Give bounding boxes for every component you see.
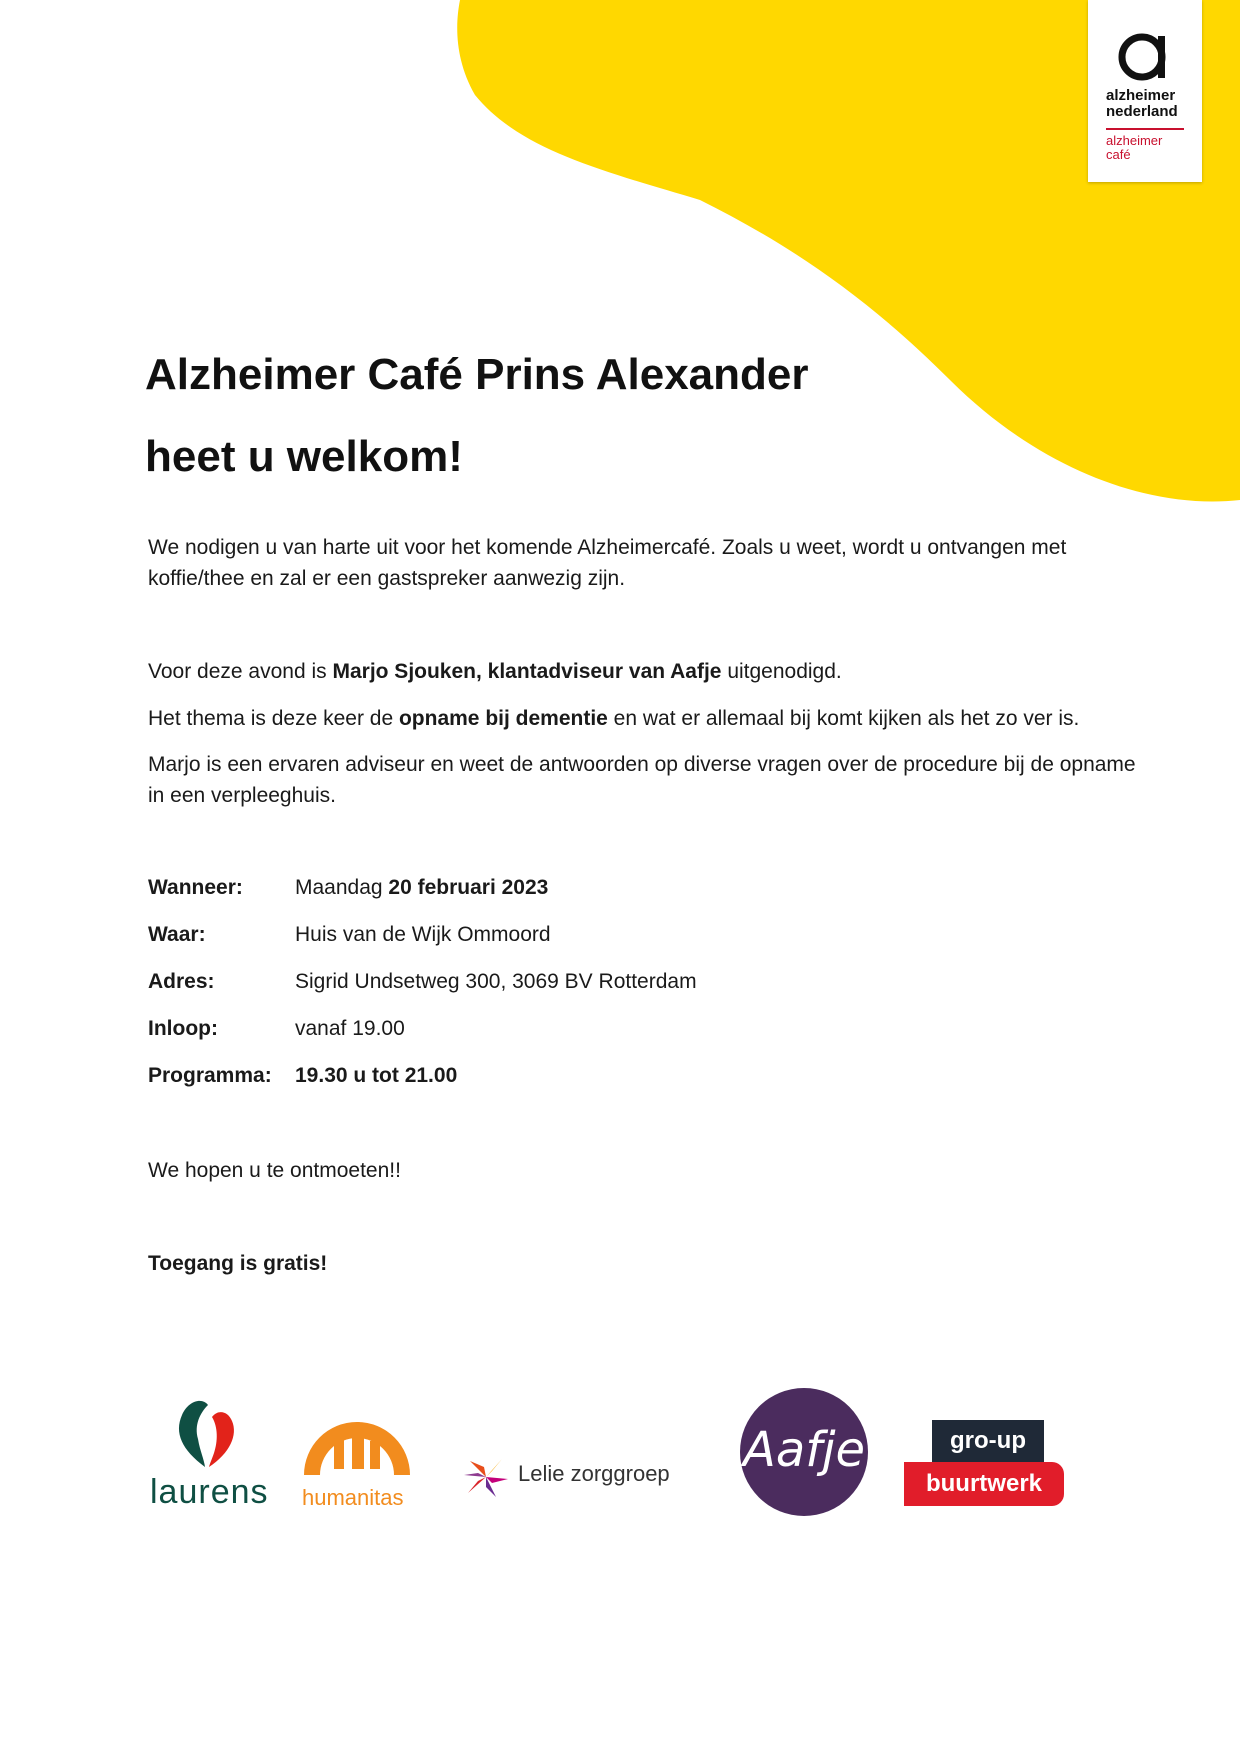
- logo-sub1: alzheimer: [1106, 133, 1163, 148]
- speaker-name: Marjo Sjouken, klantadviseur van Aafje: [332, 660, 722, 683]
- where-value: Huis van de Wijk Ommoord: [295, 923, 551, 946]
- buurtwerk-label: buurtwerk: [904, 1462, 1064, 1506]
- theme-post: en wat er allemaal bij komt kijken als het zo ver is.: [607, 707, 1080, 730]
- aafje-name: Aafje: [742, 1422, 865, 1478]
- speaker-post: uitgenodigd.: [721, 660, 842, 683]
- laurens-name: laurens: [150, 1473, 269, 1511]
- lelie-name: Lelie zorggroep: [518, 1461, 670, 1486]
- alzheimer-a-logo-icon: [1118, 30, 1172, 82]
- alzheimer-nederland-logo: [1088, 0, 1202, 182]
- theme-paragraph: [148, 703, 1138, 734]
- about-paragraph: Marjo is een ervaren adviseur en weet de antwoorden op diverse vragen over de procedure bij de opname in een verpleeghuis.: [148, 753, 1136, 807]
- when-value: [295, 876, 548, 900]
- theme-topic: opname bij dementie: [398, 707, 608, 730]
- page-title: Alzheimer Café Prins Alexander: [145, 350, 809, 399]
- laurens-logo: [150, 1395, 270, 1513]
- logo-subtext: [1106, 134, 1162, 162]
- logo-line2: nederland: [1106, 103, 1178, 120]
- program-value: 19.30 u tot 21.00: [295, 1064, 458, 1087]
- logo-line1: alzheimer: [1106, 87, 1176, 104]
- aafje-logo: [740, 1388, 868, 1516]
- when-date: 20 februari 2023: [388, 876, 549, 899]
- humanitas-name: humanitas: [302, 1485, 404, 1510]
- lelie-flower-icon: [462, 1455, 510, 1499]
- closing-text: We hopen u te ontmoeten!!: [148, 1159, 401, 1182]
- gro-up-buurtwerk-logo: [904, 1420, 1074, 1512]
- page-subtitle: heet u welkom!: [145, 432, 463, 481]
- address-value: Sigrid Undsetweg 300, 3069 BV Rotterdam: [295, 970, 697, 993]
- theme-pre: Het thema is deze keer de: [148, 707, 399, 730]
- free-entry-text: Toegang is gratis!: [148, 1252, 328, 1275]
- program-label: Programma:: [148, 1064, 272, 1087]
- logo-text: [1106, 88, 1178, 120]
- laurens-heart-icon: [172, 1395, 242, 1471]
- lelie-zorggroep-logo: [462, 1455, 692, 1505]
- when-label: Wanneer:: [148, 876, 243, 899]
- humanitas-people-icon: [302, 1395, 412, 1483]
- logo-sub2: café: [1106, 147, 1131, 162]
- walkin-label: Inloop:: [148, 1017, 218, 1040]
- speaker-pre: Voor deze avond is: [148, 660, 333, 683]
- speaker-paragraph: [148, 656, 1138, 687]
- gro-up-label: gro-up: [932, 1420, 1044, 1462]
- when-day: Maandag: [295, 876, 389, 899]
- where-label: Waar:: [148, 923, 206, 946]
- logo-divider: [1106, 128, 1184, 130]
- address-label: Adres:: [148, 970, 215, 993]
- humanitas-logo: [300, 1395, 420, 1513]
- walkin-value: vanaf 19.00: [295, 1017, 405, 1040]
- intro-paragraph: We nodigen u van harte uit voor het komende Alzheimercafé. Zoals u weet, wordt u ontvangen met koffie/thee en zal er een gastspreker aanwezig zijn.: [148, 536, 1067, 590]
